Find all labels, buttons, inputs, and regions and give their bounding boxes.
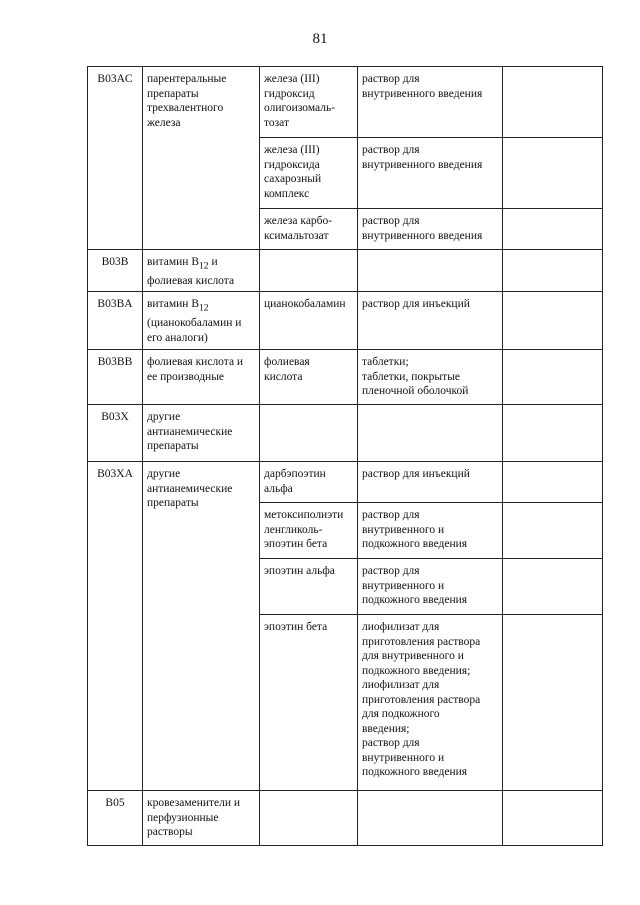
- group-name: парентеральные препараты трехвалентного железа: [143, 67, 260, 250]
- empty-cell: [503, 292, 603, 350]
- empty-cell: [503, 615, 603, 791]
- empty-cell: [358, 791, 503, 846]
- empty-cell: [358, 405, 503, 462]
- group-name: витамин $B_{12}$ и фолиевая кислота: [143, 250, 260, 292]
- group-name: витамин $B_{12}$ (цианокобаламин и его аналоги): [143, 292, 260, 350]
- group-name: другие антианемические препараты: [143, 405, 260, 462]
- table-row: [88, 405, 603, 462]
- dosage-form: раствор для внутривенного и подкожного введения: [358, 503, 503, 559]
- dosage-form: раствор для внутривенного и подкожного введения: [358, 559, 503, 615]
- dosage-form: таблетки; таблетки, покрытые пленочной оболочкой: [358, 350, 503, 405]
- table-row: [88, 67, 603, 138]
- table-row: [88, 250, 603, 292]
- empty-cell: [503, 462, 603, 503]
- table-row: [88, 462, 603, 503]
- substance-name: железа (III) гидроксида сахарозный комплекс: [260, 138, 358, 209]
- dosage-form: раствор для внутривенного введения: [358, 138, 503, 209]
- empty-cell: [503, 250, 603, 292]
- empty-cell: [503, 405, 603, 462]
- table-row: [88, 350, 603, 405]
- substance-name: эпоэтин альфа: [260, 559, 358, 615]
- empty-cell: [503, 503, 603, 559]
- dosage-form: раствор для инъекций: [358, 292, 503, 350]
- medication-table: [87, 66, 603, 846]
- empty-cell: [260, 405, 358, 462]
- group-name: другие антианемические препараты: [143, 462, 260, 791]
- dosage-form: раствор для внутривенного введения: [358, 209, 503, 250]
- empty-cell: [503, 791, 603, 846]
- empty-cell: [358, 250, 503, 292]
- substance-name: эпоэтин бета: [260, 615, 358, 791]
- atc-code: B03XA: [88, 462, 143, 791]
- atc-code: B03X: [88, 405, 143, 462]
- atc-code: B03BA: [88, 292, 143, 350]
- empty-cell: [260, 791, 358, 846]
- substance-name: железа (III) гидроксид олигоизомаль- тозат: [260, 67, 358, 138]
- table-row: [88, 292, 603, 350]
- empty-cell: [503, 67, 603, 138]
- substance-name: метоксиполиэти ленгликоль- эпоэтин бета: [260, 503, 358, 559]
- substance-name: дарбэпоэтин альфа: [260, 462, 358, 503]
- empty-cell: [503, 209, 603, 250]
- substance-name: железа карбо- ксимальтозат: [260, 209, 358, 250]
- empty-cell: [503, 350, 603, 405]
- substance-name: фолиевая кислота: [260, 350, 358, 405]
- dosage-form: раствор для инъекций: [358, 462, 503, 503]
- empty-cell: [260, 250, 358, 292]
- empty-cell: [503, 138, 603, 209]
- atc-code: B03BB: [88, 350, 143, 405]
- substance-name: цианокобаламин: [260, 292, 358, 350]
- atc-code: B05: [88, 791, 143, 846]
- atc-code: B03AC: [88, 67, 143, 250]
- dosage-form: лиофилизат для приготовления раствора для внутривенного и подкожного введения; лиофилизат для приготовления раствора для подкожного введения; раствор для внутривенного и подкожного введения: [358, 615, 503, 791]
- group-name: кровезаменители и перфузионные растворы: [143, 791, 260, 846]
- page-number: 81: [312, 31, 328, 47]
- dosage-form: раствор для внутривенного введения: [358, 67, 503, 138]
- table-row: [88, 791, 603, 846]
- empty-cell: [503, 559, 603, 615]
- atc-code: B03B: [88, 250, 143, 292]
- group-name: фолиевая кислота и ее производные: [143, 350, 260, 405]
